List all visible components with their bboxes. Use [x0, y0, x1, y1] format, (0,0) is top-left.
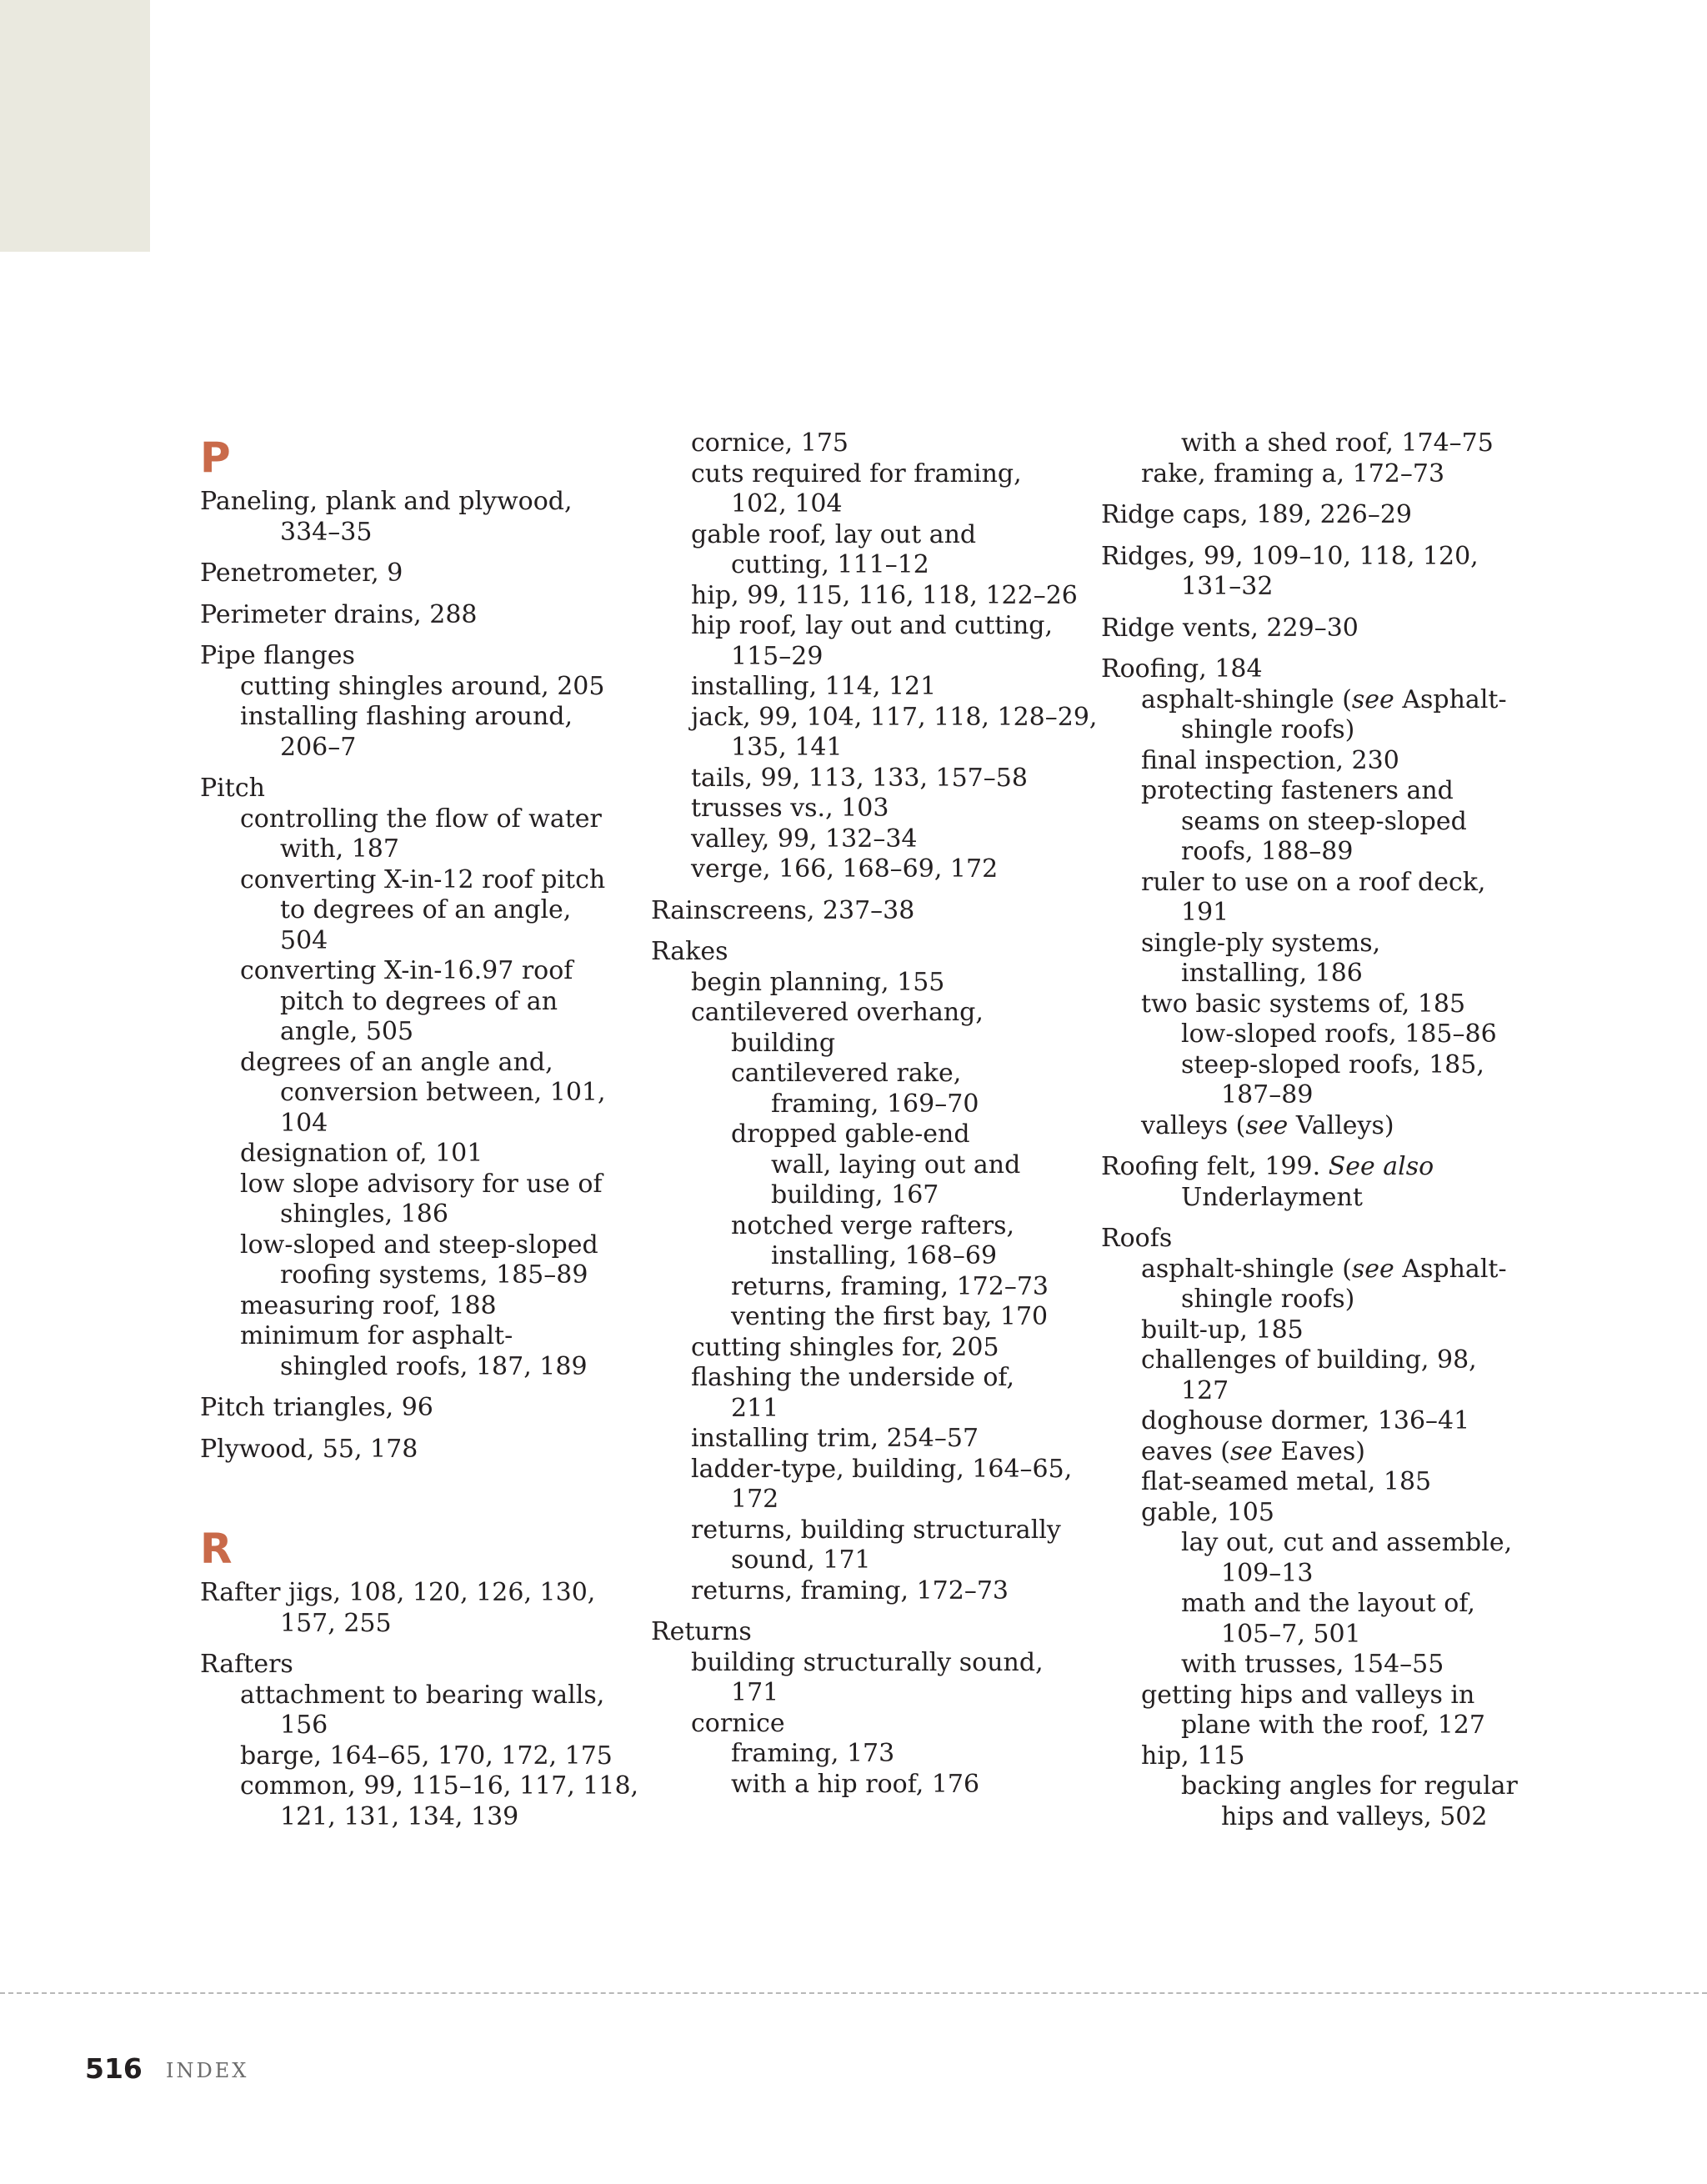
- cross-reference-label: see: [1229, 1436, 1273, 1466]
- corner-color-block: [0, 0, 150, 252]
- index-entry: [1101, 654, 1534, 1141]
- index-subentry: plane with the roof, 127: [1181, 1711, 1485, 1740]
- index-subentry: designation of, 101: [240, 1139, 483, 1168]
- index-subentry: returns, framing, 172–73: [691, 1575, 1009, 1605]
- index-subentry: 121, 131, 134, 139: [280, 1801, 519, 1831]
- index-subentry: pitch to degrees of an: [280, 986, 558, 1016]
- index-subentry: 157, 255: [280, 1608, 392, 1638]
- index-subentry: begin planning, 155: [691, 967, 945, 997]
- index-subentry: gable roof, lay out and: [691, 519, 977, 549]
- index-entry: [200, 487, 633, 548]
- index-heading: Paneling, plank and plywood,: [200, 487, 573, 516]
- index-subentry: building: [731, 1028, 836, 1058]
- index-heading: Plywood, 55, 178: [200, 1434, 418, 1464]
- index-subentry: 334–35: [280, 517, 373, 547]
- running-head: INDEX: [166, 2059, 249, 2082]
- index-heading: Pipe flanges: [200, 641, 355, 670]
- cross-reference-label: see: [1351, 684, 1394, 714]
- index-subentry: 504: [280, 925, 328, 955]
- index-subentry: returns, building structurally: [691, 1515, 1061, 1545]
- index-entry: [651, 896, 1084, 927]
- index-subentry: math and the layout of,: [1181, 1589, 1475, 1618]
- index-subentry: two basic systems of, 185: [1141, 989, 1466, 1019]
- index-entry: [651, 428, 1098, 885]
- index-entry: [200, 1393, 633, 1424]
- index-entry: [651, 1617, 1084, 1800]
- index-subentry: 187–89: [1221, 1080, 1314, 1110]
- index-subentry: steep-sloped roofs, 185,: [1181, 1049, 1484, 1079]
- index-heading: Roofing felt, 199. See also: [1101, 1152, 1434, 1181]
- index-subentry: converting X-in-12 roof pitch: [240, 864, 606, 894]
- index-subentry: 135, 141: [731, 733, 843, 762]
- index-subentry: installing trim, 254–57: [691, 1424, 979, 1453]
- index-subentry: wall, laying out and: [771, 1150, 1021, 1180]
- index-entry: [200, 1650, 639, 1832]
- index-subentry: building, 167: [771, 1180, 939, 1210]
- index-subentry: cantilevered rake,: [731, 1059, 962, 1088]
- index-subentry: Underlayment: [1181, 1182, 1363, 1212]
- section-letter: R: [200, 1525, 233, 1573]
- index-subentry: low-sloped and steep-sloped: [240, 1230, 598, 1260]
- index-subentry: shingle roofs): [1181, 715, 1355, 744]
- index-entry: [200, 774, 633, 1382]
- index-subentry: low-sloped roofs, 185–86: [1181, 1019, 1497, 1049]
- index-subentry: 211: [731, 1393, 779, 1423]
- index-heading: Rainscreens, 237–38: [651, 895, 915, 925]
- index-subentry: valley, 99, 132–34: [691, 824, 918, 854]
- index-heading: Rakes: [651, 937, 728, 966]
- index-subentry: 105–7, 501: [1221, 1619, 1361, 1649]
- index-subentry: seams on steep-sloped: [1181, 806, 1467, 836]
- index-subentry: final inspection, 230: [1141, 745, 1399, 775]
- index-subentry: cutting shingles for, 205: [691, 1332, 999, 1362]
- index-subentry: challenges of building, 98,: [1141, 1345, 1477, 1375]
- index-subentry: built-up, 185: [1141, 1315, 1304, 1345]
- index-heading: Ridge caps, 189, 226–29: [1101, 500, 1413, 529]
- index-subentry: 102, 104: [731, 489, 843, 518]
- index-entry: [1101, 428, 1534, 489]
- index-column-1: [200, 428, 639, 1843]
- index-subentry: installing, 186: [1181, 959, 1363, 988]
- index-subentry: hip roof, lay out and cutting,: [691, 611, 1054, 640]
- index-heading: Rafter jigs, 108, 120, 126, 130,: [200, 1578, 596, 1607]
- index-subentry: low slope advisory for use of: [240, 1169, 603, 1199]
- index-subentry: flat-seamed metal, 185: [1141, 1467, 1432, 1496]
- index-subentry: trusses vs., 103: [691, 794, 889, 823]
- index-heading: Roofs: [1101, 1224, 1173, 1253]
- index-subentry: returns, framing, 172–73: [731, 1271, 1049, 1301]
- index-subentry: 191: [1181, 898, 1229, 927]
- index-subentry: installing flashing around,: [240, 702, 573, 731]
- index-heading: Roofing, 184: [1101, 654, 1263, 684]
- index-subentry: converting X-in-16.97 roof: [240, 956, 573, 985]
- index-subentry: 171: [731, 1678, 779, 1707]
- index-subentry: getting hips and valleys in: [1141, 1680, 1475, 1710]
- index-subentry: minimum for asphalt-: [240, 1321, 513, 1350]
- index-subentry: 172: [731, 1485, 779, 1514]
- index-heading: Penetrometer, 9: [200, 559, 403, 588]
- index-subentry: angle, 505: [280, 1017, 414, 1046]
- index-entry: [1101, 1152, 1534, 1213]
- index-heading: Ridges, 99, 109–10, 118, 120,: [1101, 541, 1479, 571]
- index-subentry: doghouse dormer, 136–41: [1141, 1406, 1470, 1435]
- index-heading: Pitch triangles, 96: [200, 1393, 433, 1422]
- index-subentry: hip, 115: [1141, 1741, 1245, 1771]
- index-subentry: ladder-type, building, 164–65,: [691, 1454, 1073, 1484]
- index-subentry: backing angles for regular: [1181, 1771, 1518, 1801]
- index-entry: [200, 1578, 633, 1639]
- index-entry: [1101, 500, 1534, 531]
- section-letter: P: [200, 433, 231, 482]
- index-subentry: cornice, 175: [691, 428, 849, 458]
- index-subentry: with a shed roof, 174–75: [1181, 428, 1494, 458]
- index-subentry: cornice: [691, 1708, 785, 1738]
- index-entry: [200, 600, 633, 631]
- index-subentry: valleys (see Valleys): [1141, 1110, 1394, 1140]
- index-subentry: shingle roofs): [1181, 1285, 1355, 1314]
- index-subentry: jack, 99, 104, 117, 118, 128–29,: [691, 702, 1098, 732]
- index-subentry: sound, 171: [731, 1545, 871, 1575]
- index-subentry: conversion between, 101,: [280, 1078, 606, 1107]
- index-subentry: ruler to use on a roof deck,: [1141, 867, 1486, 897]
- index-entry: [200, 559, 633, 589]
- index-subentry: dropped gable-end: [731, 1120, 970, 1149]
- index-subentry: 206–7: [280, 732, 357, 762]
- index-subentry: framing, 173: [731, 1739, 895, 1768]
- index-subentry: 156: [280, 1711, 328, 1740]
- index-entry: [1101, 542, 1534, 603]
- index-subentry: with, 187: [280, 834, 399, 864]
- index-subentry: degrees of an angle and,: [240, 1047, 553, 1077]
- index-subentry: lay out, cut and assemble,: [1181, 1528, 1513, 1557]
- index-subentry: measuring roof, 188: [240, 1290, 497, 1320]
- index-heading: Pitch: [200, 774, 265, 803]
- index-subentry: installing, 114, 121: [691, 672, 937, 701]
- index-subentry: rake, framing a, 172–73: [1141, 458, 1445, 488]
- index-subentry: shingles, 186: [280, 1200, 448, 1229]
- index-subentry: eaves (see Eaves): [1141, 1436, 1366, 1466]
- index-subentry: tails, 99, 113, 133, 157–58: [691, 763, 1028, 793]
- index-subentry: 115–29: [731, 641, 823, 671]
- index-subentry: venting the first bay, 170: [731, 1302, 1049, 1331]
- index-subentry: barge, 164–65, 170, 172, 175: [240, 1741, 613, 1771]
- index-subentry: 104: [280, 1108, 328, 1138]
- index-subentry: roofing systems, 185–89: [280, 1260, 588, 1290]
- index-subentry: cuts required for framing,: [691, 458, 1022, 488]
- cross-reference-label: See also: [1328, 1152, 1434, 1181]
- index-subentry: flashing the underside of,: [691, 1363, 1014, 1392]
- index-heading: Ridge vents, 229–30: [1101, 613, 1359, 643]
- footer-divider: [0, 1992, 1707, 1994]
- index-subentry: 131–32: [1181, 572, 1274, 601]
- index-entry: [1101, 1224, 1534, 1832]
- index-heading: Perimeter drains, 288: [200, 599, 478, 629]
- page-number: 516: [85, 2052, 143, 2085]
- index-subentry: protecting fasteners and: [1141, 776, 1454, 805]
- index-subentry: cutting shingles around, 205: [240, 671, 605, 701]
- index-subentry: cutting, 111–12: [731, 550, 929, 579]
- cross-reference-label: see: [1351, 1254, 1394, 1284]
- index-subentry: hip, 99, 115, 116, 118, 122–26: [691, 580, 1078, 610]
- index-subentry: asphalt-shingle (see Asphalt-: [1141, 684, 1507, 714]
- index-column-2: [651, 428, 1098, 1811]
- index-subentry: verge, 166, 168–69, 172: [691, 854, 999, 884]
- index-subentry: single-ply systems,: [1141, 928, 1381, 958]
- index-subentry: notched verge rafters,: [731, 1210, 1015, 1240]
- index-entry: [651, 937, 1084, 1606]
- index-subentry: common, 99, 115–16, 117, 118,: [240, 1771, 639, 1801]
- index-subentry: cantilevered overhang,: [691, 998, 984, 1027]
- index-subentry: controlling the flow of water: [240, 804, 602, 834]
- index-subentry: to degrees of an angle,: [280, 895, 572, 924]
- index-subentry: building structurally sound,: [691, 1647, 1044, 1677]
- index-subentry: installing, 168–69: [771, 1241, 998, 1270]
- index-subentry: asphalt-shingle (see Asphalt-: [1141, 1254, 1507, 1284]
- index-subentry: attachment to bearing walls,: [240, 1680, 605, 1710]
- index-subentry: 127: [1181, 1375, 1229, 1405]
- index-subentry: shingled roofs, 187, 189: [280, 1351, 588, 1381]
- index-subentry: with trusses, 154–55: [1181, 1650, 1444, 1679]
- index-heading: Rafters: [200, 1650, 293, 1679]
- cross-reference-label: see: [1245, 1110, 1289, 1140]
- index-column-3: [1101, 428, 1534, 1843]
- index-subentry: framing, 169–70: [771, 1089, 979, 1119]
- index-entry: [200, 1435, 633, 1465]
- index-subentry: gable, 105: [1141, 1497, 1274, 1527]
- index-subentry: roofs, 188–89: [1181, 837, 1354, 866]
- index-subentry: with a hip roof, 176: [731, 1769, 980, 1799]
- index-heading: Returns: [651, 1617, 752, 1646]
- index-entry: [1101, 614, 1534, 644]
- index-subentry: hips and valleys, 502: [1221, 1801, 1488, 1831]
- index-subentry: 109–13: [1221, 1558, 1314, 1588]
- index-entry: [200, 641, 633, 763]
